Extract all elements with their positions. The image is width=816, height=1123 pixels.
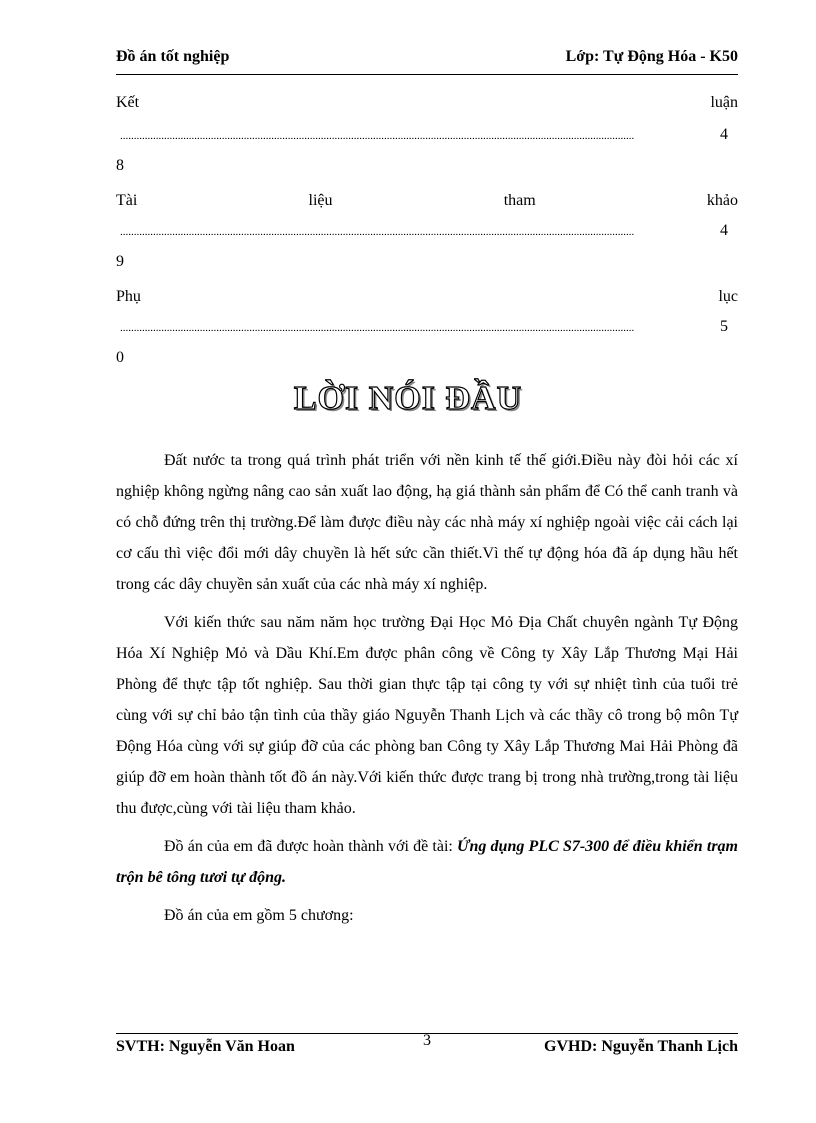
page-number: 3 [423, 1032, 431, 1049]
toc-page-digit: 0 [116, 349, 124, 366]
paragraph-3-lead: Đồ án của em đã được hoàn thành với đề tài: [164, 838, 458, 855]
footer-student: SVTH: Nguyễn Văn Hoan [116, 1038, 295, 1055]
toc-page-digit: 4 [720, 222, 728, 239]
paragraph-3 [116, 831, 738, 893]
preface-body [116, 445, 738, 938]
toc-entry-phu-luc [116, 288, 738, 310]
footer-supervisor: GVHD: Nguyễn Thanh Lịch [544, 1038, 738, 1055]
toc-word: Kết [116, 94, 140, 111]
toc-entry-tai-lieu [116, 192, 738, 214]
toc-word: lục [718, 288, 738, 305]
toc-word: khảo [706, 192, 738, 209]
header-class: Lớp: Tự Động Hóa - K50 [565, 48, 738, 65]
section-title: LỜI NÓI ĐẦU [293, 380, 523, 417]
header-doc-type: Đồ án tốt nghiệp [116, 48, 230, 65]
paragraph-2: Với kiến thức sau năm năm học trường Đại Học Mỏ Địa Chất chuyên ngành Tự Động Hóa Xí Nghiệp Mỏ và Dầu Khí.Em được phân công về Công ty Xây Lắp Thương Mại Hải Phòng để thực tập tốt nghiệp. Sau thời gian thực tập tại công ty với sự nhiệt tình của tuổi trẻ cùng với sự chỉ bảo tận tình của thầy giáo Nguyễn Thanh Lịch và các thầy cô trong bộ môn Tự Động Hóa cùng với sự giúp đỡ của các phòng ban Công ty Xây Lắp Thương Mai Hải Phòng đã giúp đỡ em hoàn thành tốt đồ án này.Với kiến thức được trang bị trong nhà trường,trong tài liệu thu được,cùng với tài liệu tham khảo. [116, 614, 738, 817]
toc-leader-dots: ........................................................................................................................................................................................... [120, 226, 635, 238]
toc-leader-dots: ........................................................................................................................................................................................... [120, 130, 635, 142]
thesis-topic: Ứng dụng PLC S7-300 để điều khiển trạm trộn bê tông tươi tự động. [116, 838, 738, 886]
page-footer [116, 1033, 738, 1064]
paragraph-1: Đất nước ta trong quá trình phát triển với nền kinh tế thế giới.Điều này đòi hỏi các xí nghiệp không ngừng nâng cao sản xuất lao động, hạ giá thành sản phẩm để Có thể canh tranh và có chỗ đứng trên thị trường.Để làm được điều này các nhà máy xí nghiệp ngoài việc cải cách lại cơ cấu thì việc đổi mới dây chuyền là hết sức cần thiết.Vì thế tự động hóa đã áp dụng hầu hết trong các dây chuyền sản xuất của các nhà máy xí nghiệp. [116, 452, 738, 593]
page-header [116, 48, 738, 75]
toc-word: luận [710, 94, 738, 111]
paragraph-4: Đồ án của em gồm 5 chương: [164, 907, 354, 924]
toc-word: tham [503, 192, 536, 209]
toc-word: liệu [308, 192, 333, 209]
toc-word: Tài [116, 192, 138, 209]
toc-entry-ket-luan [116, 94, 738, 116]
toc-page-digit: 9 [116, 253, 124, 270]
toc-page-digit: 4 [720, 126, 728, 143]
toc-word: Phụ [116, 288, 141, 305]
toc-page-digit: 8 [116, 157, 124, 174]
toc-page-digit: 5 [720, 318, 728, 335]
toc-leader-dots: ........................................................................................................................................................................................... [120, 322, 635, 334]
